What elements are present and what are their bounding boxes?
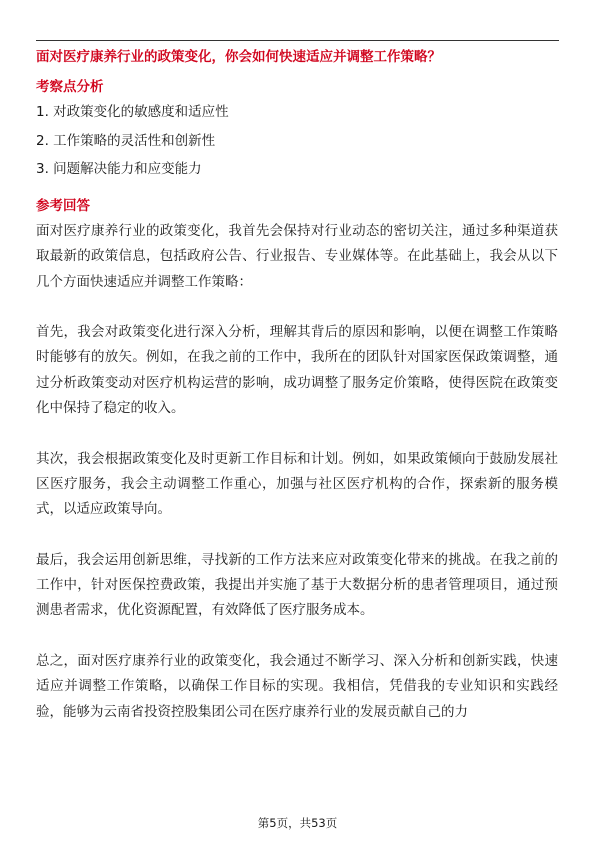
answer-heading: 参考回答 xyxy=(36,198,90,214)
answer-paragraph: 最后，我会运用创新思维，寻找新的工作方法来应对政策变化带来的挑战。在我之前的工作中，针对医保控费政策，我提出并实施了基于大数据分析的患者管理项目，通过预测患者需求，优化资源配置，有效降低了医疗服务成本。 xyxy=(36,551,558,619)
header-rule xyxy=(36,40,559,41)
page-number: 第5页，共53页 xyxy=(257,816,338,830)
analysis-heading: 考察点分析 xyxy=(36,79,104,95)
answer-paragraph: 其次，我会根据政策变化及时更新工作目标和计划。例如，如果政策倾向于鼓励发展社区医疗服务，我会主动调整工作重心，加强与社区医疗机构的合作，探索新的服务模式，以适应政策导向。 xyxy=(36,450,558,518)
answer-paragraph: 面对医疗康养行业的政策变化，我首先会保持对行业动态的密切关注，通过多种渠道获取最新的政策信息，包括政府公告、行业报告、专业媒体等。在此基础上，我会从以下几个方面快速适应并调整工作策略： xyxy=(36,223,558,290)
analysis-item: 3. 问题解决能力和应变能力 xyxy=(36,161,202,177)
answer-paragraph: 首先，我会对政策变化进行深入分析，理解其背后的原因和影响，以便在调整工作策略时能够有的放矢。例如，在我之前的工作中，我所在的团队针对国家医保政策调整，通过分析政策变动对医疗机构运营的影响，成功调整了服务定价策略，使得医院在政策变化中保持了稳定的收入。 xyxy=(36,324,558,417)
analysis-item: 2. 工作策略的灵活性和创新性 xyxy=(36,132,216,149)
analysis-list xyxy=(36,102,559,188)
answer-paragraph: 总之，面对医疗康养行业的政策变化，我会通过不断学习、深入分析和创新实践，快速适应并调整工作策略，以确保工作目标的实现。我相信，凭借我的专业知识和实践经验，能够为云南省投资控股集团公司在医疗康养行业的发展贡献自己的力 xyxy=(36,653,558,720)
question-title: 面对医疗康养行业的政策变化，你会如何快速适应并调整工作策略？ xyxy=(36,49,441,65)
answer-body xyxy=(36,219,558,725)
analysis-item: 1. 对政策变化的敏感度和适应性 xyxy=(36,104,229,120)
